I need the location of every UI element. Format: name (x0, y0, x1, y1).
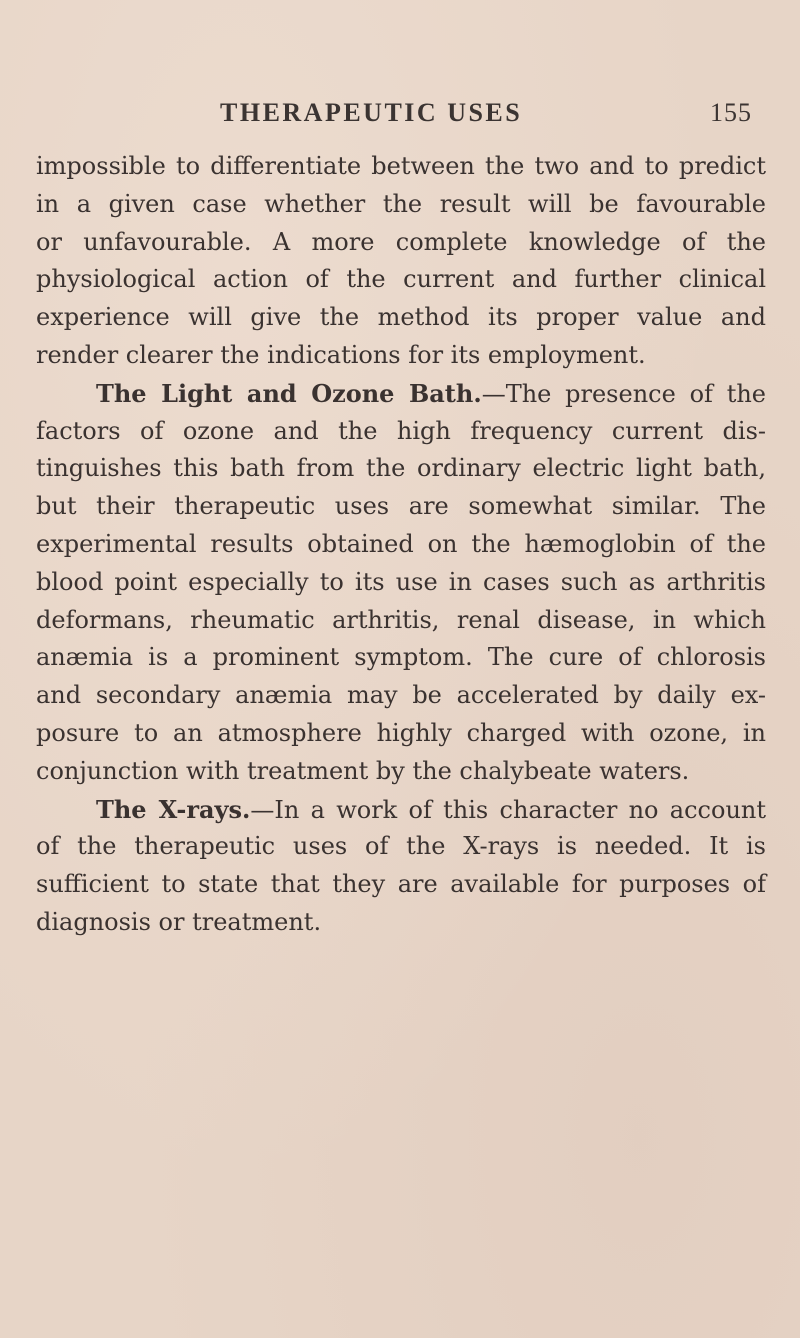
text-line: factors of ozone and the high frequency current dis- (36, 416, 766, 445)
running-head (0, 98, 800, 134)
text-line: sufficient to state that they are available for purposes of (36, 870, 766, 899)
text-line: posure to an atmosphere highly charged with ozone, in (36, 718, 766, 747)
text-line: impossible to differentiate between the two and to predict (36, 152, 766, 180)
text-line: of the therapeutic uses of the X-rays is needed. It is (36, 832, 766, 861)
text-line-with-heading (36, 791, 766, 829)
paragraph-light-ozone-bath (36, 375, 766, 791)
text-line: anæmia is a prominent symptom. The cure of chlorosis (36, 643, 766, 672)
text-fragment: —In a work of this character no account (250, 795, 766, 824)
paragraph-x-rays (36, 791, 766, 942)
text-line: and secondary anæmia may be accelerated by daily ex- (36, 681, 766, 710)
page-number: 155 (710, 98, 752, 127)
text-line: diagnosis or treatment. (36, 907, 322, 936)
section-heading-x-rays: The X-rays. (96, 794, 251, 824)
text-line: but their therapeutic uses are somewhat similar. The (36, 492, 766, 521)
text-line-with-heading (36, 375, 766, 413)
running-title: THERAPEUTIC USES (220, 98, 523, 127)
text-line: experimental results obtained on the hæmoglobin of the (36, 529, 766, 558)
text-line: blood point especially to its use in cases such as arthritis (36, 567, 766, 596)
text-line: conjunction with treatment by the chalybeate waters. (36, 756, 690, 785)
paragraph-continuation (36, 148, 766, 375)
text-line: render clearer the indications for its employment. (36, 340, 646, 369)
text-fragment: —The presence of the (481, 379, 766, 408)
text-line: deformans, rheumatic arthritis, renal disease, in which (36, 605, 766, 634)
section-heading-light-ozone-bath: The Light and Ozone Bath. (96, 378, 482, 408)
text-line: or unfavourable. A more complete knowledge of the (36, 227, 766, 256)
text-line: tinguishes this bath from the ordinary electric light bath, (36, 454, 766, 483)
text-line: in a given case whether the result will be favourable (36, 189, 766, 218)
text-line: physiological action of the current and further clinical (36, 265, 766, 294)
body-text (36, 148, 766, 942)
text-line: experience will give the method its proper value and (36, 303, 766, 332)
